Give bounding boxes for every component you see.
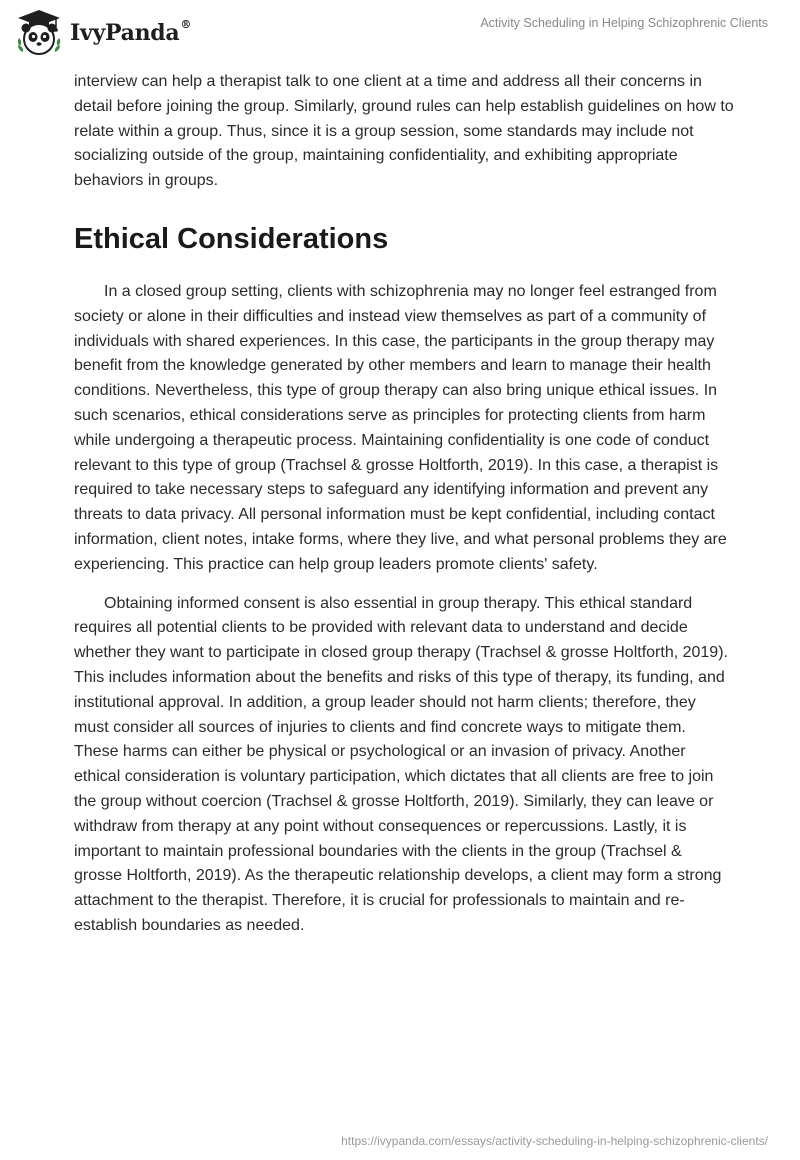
source-url[interactable]: https://ivypanda.com/essays/activity-scheduling-in-helping-schizophrenic-clients/ [341,1134,768,1148]
intro-paragraph: interview can help a therapist talk to one client at a time and address all their concerns in detail before joining the group. Similarly, ground rules can help establish guidelines on how to relate within a group. Thus, since it is a group session, some standards may include not socializing outside of the group, maintaining confidentiality, and exhibiting appropriate behaviors in groups. [74,73,734,190]
page-header [0,0,800,64]
paragraph-informed-consent: Obtaining informed consent is also essential in group therapy. This ethical standard requires all potential clients to be provided with relevant data to understand and decide whether they want to participate in closed group therapy (Trachsel & grosse Holtforth, 2019). This includes information about the benefits and risks of this type of therapy, its funding, and institutional approval. In addition, a group leader should not harm clients; therefore, they must consider all sources of injuries to clients and find concrete ways to mitigate them. These harms can either be physical or psychological or an invasion of privacy. Another ethical consideration is voluntary participation, which dictates that all clients are free to join the group without coercion (Trachsel & grosse Holtforth, 2019). Similarly, they can leave or withdraw from therapy at any point without consequences or repercussions. Lastly, it is important to maintain professional boundaries with the clients in the group (Trachsel & grosse Holtforth, 2019). As the therapeutic relationship develops, a client may form a strong attachment to the therapist. Therefore, it is crucial for professionals to maintain and re-establish boundaries as needed. [74,594,728,934]
ivypanda-logo[interactable] [14,8,191,56]
essay-body [74,70,734,953]
brand-name: IvyPanda® [70,17,192,46]
paragraph-confidentiality: In a closed group setting, clients with schizophrenia may no longer feel estranged from society or alone in their difficulties and instead view themselves as part of a community of individuals with shared experiences. In this case, the participants in the group therapy may benefit from the knowledge generated by other members and learn to manage their health conditions. Nevertheless, this type of group therapy can also bring unique ethical issues. In such scenarios, ethical considerations serve as principles for protecting clients from harm while undergoing a therapeutic process. Maintaining confidentiality is one code of conduct relevant to this type of group (Trachsel & grosse Holtforth, 2019). In this case, a therapist is required to take necessary steps to safeguard any identifying information and prevent any threats to data privacy. All personal information must be kept confidential, including contact information, client notes, intake forms, where they live, and what personal problems they are experiencing. This practice can help group leaders promote clients' safety. [74,282,727,573]
section-heading: Ethical Considerations [74,222,389,255]
document-title: Activity Scheduling in Helping Schizophrenic Clients [480,16,768,30]
panda-graduate-icon [14,8,64,56]
registered-mark: ® [180,17,192,31]
